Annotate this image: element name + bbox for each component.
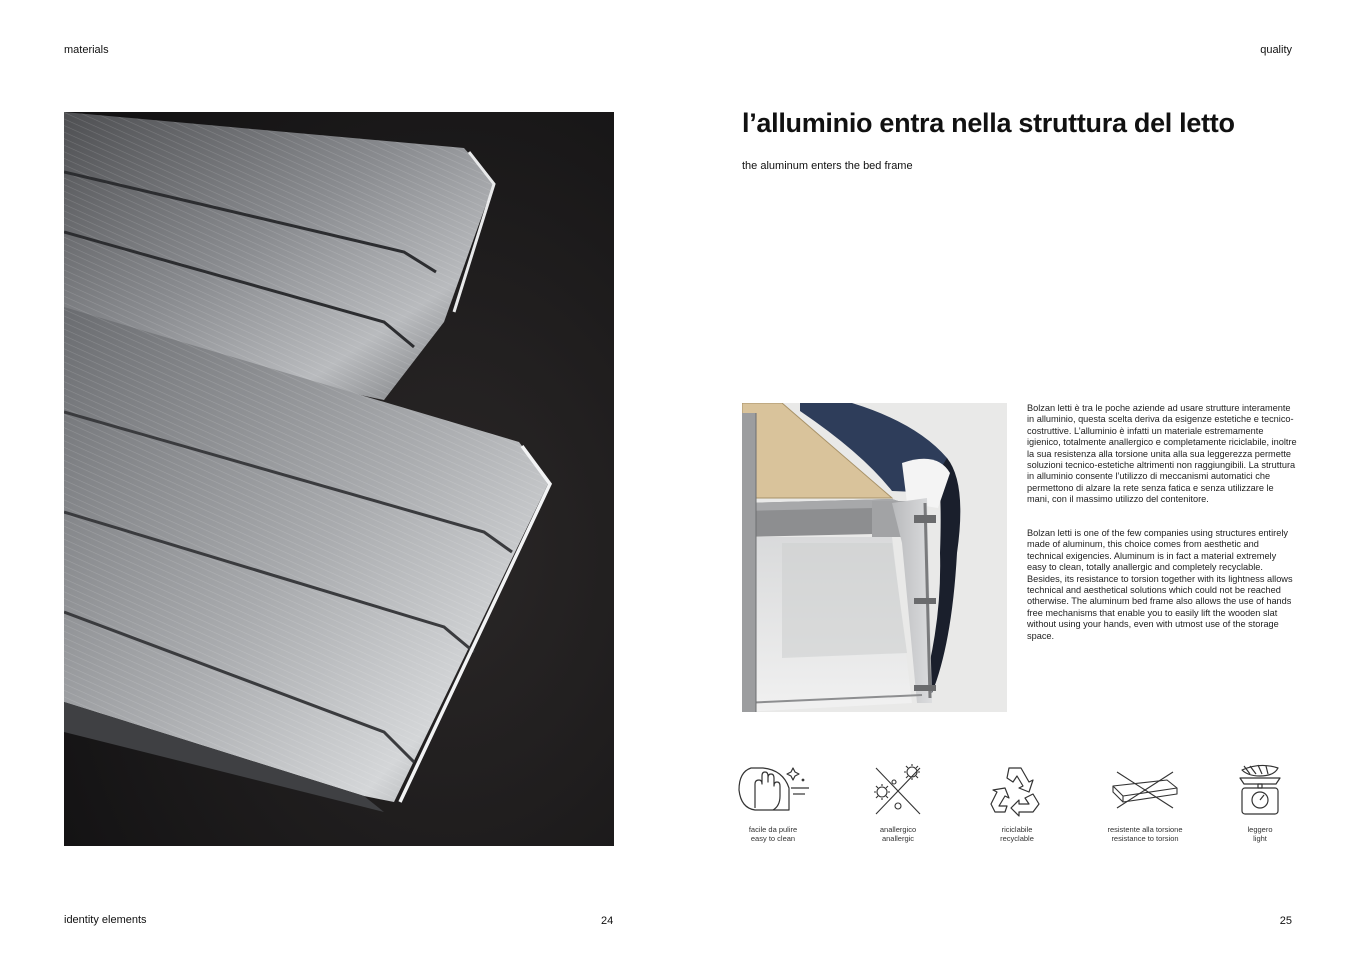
feature-label-it: resistente alla torsione bbox=[1107, 825, 1183, 834]
page-subtitle: the aluminum enters the bed frame bbox=[742, 160, 913, 172]
description-english: Bolzan letti is one of the few companies using structures entirely made of aluminum, this choice comes from aesthetic and technical exigencies. Aluminum is in fact a material extremely easy to clean, totally anallergic and completely recyclable. Besides, its resistance to torsion together with its lightness allows technical and aesthetical solutions which could not be reached otherwise. The aluminum bed frame also allows the use of hands free mechanisms that enable you to easily lift the wooden slat without using your hands, even with utmost use of the storage space. bbox=[1027, 528, 1293, 641]
page-number-right: 25 bbox=[1279, 915, 1292, 927]
footer-section-label: identity elements bbox=[64, 914, 147, 926]
page-title: l’alluminio entra nella struttura del letto bbox=[742, 108, 1235, 138]
feature-label-en: anallergic bbox=[881, 833, 915, 843]
feature-light bbox=[1215, 762, 1305, 843]
feature-label-it: facile da pulire bbox=[748, 825, 798, 834]
feature-label-en: resistance to torsion bbox=[1111, 833, 1179, 843]
feature-resistance-to-torsion bbox=[1100, 762, 1190, 843]
feature-anallergic bbox=[853, 762, 943, 843]
description-italian: Bolzan letti è tra le poche aziende ad usare strutture interamente in alluminio, questa scelta deriva da esigenze estetiche e tecnico-costruttive. L’alluminio è infatti un materiale estremamente igienico, totalmente anallergico e completamente riciclabile, inoltre la sua resistenza alla torsione unita alla sua leggerezza permette soluzioni tecnico-estetiche altrimenti non raggiungibili. La struttura in alluminio consente l’utilizzo di meccanismi automatici che permettono di alzare la rete senza fatica e senza utilizzare le mani, con il massimo utilizzo del contenitore. bbox=[1027, 403, 1297, 505]
torsion-resistance-icon bbox=[1105, 762, 1185, 818]
feature-label-it: leggero bbox=[1247, 825, 1273, 834]
bed-frame-section-photo bbox=[742, 403, 1007, 712]
feature-recyclable bbox=[972, 762, 1062, 843]
aluminum-profiles-photo bbox=[64, 112, 614, 846]
feature-label-it: anallergico bbox=[879, 825, 917, 834]
section-label-materials: materials bbox=[64, 44, 109, 56]
page-number-left: 24 bbox=[601, 915, 614, 927]
feature-label-en: light bbox=[1253, 833, 1267, 843]
recycle-icon bbox=[987, 762, 1047, 818]
cleaning-hand-icon bbox=[733, 762, 813, 818]
feature-label-it: riciclabile bbox=[1001, 825, 1033, 834]
section-label-quality: quality bbox=[1260, 44, 1292, 56]
feature-easy-to-clean bbox=[728, 762, 818, 843]
feature-label-en: easy to clean bbox=[750, 833, 796, 843]
scale-feather-icon bbox=[1230, 762, 1290, 818]
anallergic-icon bbox=[868, 762, 928, 818]
feature-label-en: recyclable bbox=[1000, 833, 1034, 843]
